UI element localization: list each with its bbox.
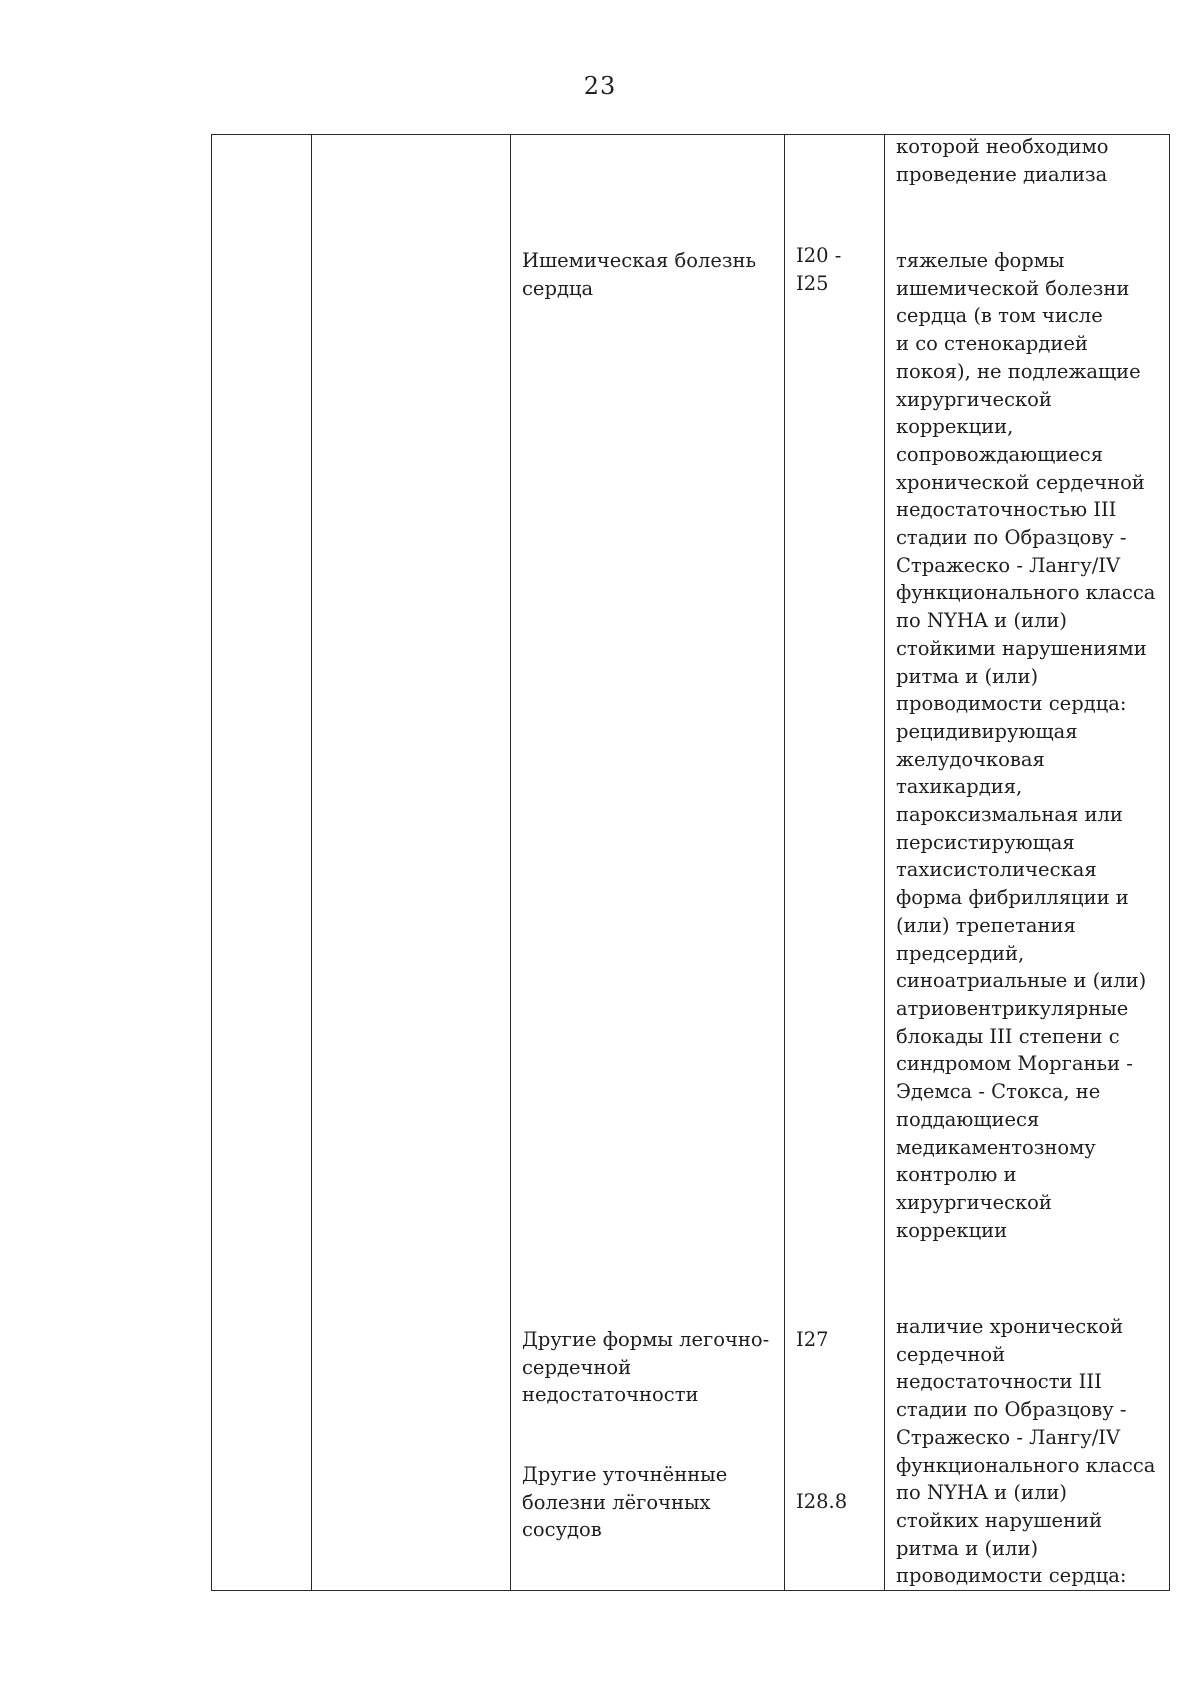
condition-line: покоя), не подлежащие <box>896 359 1141 383</box>
condition-line: проводимости сердца: <box>896 692 1127 716</box>
condition-line: недостаточностью III <box>896 498 1117 522</box>
condition-line: тяжелые формы <box>896 249 1065 272</box>
condition-line: сердца (в том числе <box>896 304 1103 328</box>
condition-line: функционального класса <box>896 1453 1156 1477</box>
condition-line: ритма и (или) <box>896 1536 1039 1560</box>
condition-line: хирургической <box>896 387 1052 411</box>
condition-line: стойкими нарушениями <box>896 636 1147 660</box>
disease-line: сердечной <box>522 1355 632 1379</box>
code-line: I27 <box>796 1328 829 1351</box>
condition-line: хирургической <box>896 1190 1052 1214</box>
code-line: I20 - <box>796 244 842 267</box>
condition-line: желудочковая <box>896 747 1045 771</box>
condition-cell-pulmonary-heart <box>896 1313 1155 1590</box>
disease-cell-pulmonary-vessels <box>522 1461 727 1544</box>
condition-line: по NYHA и (или) <box>896 1481 1067 1505</box>
column-divider-4 <box>884 135 885 1590</box>
code-cell-pulmonary-heart <box>796 1326 829 1354</box>
condition-line: функционального класса <box>896 581 1156 605</box>
condition-line: тахикардия, <box>896 775 1023 799</box>
column-divider-3 <box>784 135 785 1590</box>
condition-line: наличие хронической <box>896 1315 1124 1338</box>
condition-line: тахисистолическая <box>896 858 1097 882</box>
condition-line: контролю и <box>896 1163 1017 1187</box>
disease-line: болезни лёгочных <box>522 1490 711 1514</box>
condition-line: по NYHA и (или) <box>896 609 1067 633</box>
column-divider-2 <box>510 135 511 1590</box>
condition-line: ритма и (или) <box>896 664 1039 688</box>
disease-line: сосудов <box>522 1518 602 1542</box>
condition-line: (или) трепетания <box>896 913 1076 937</box>
condition-line: сердечной <box>896 1342 1006 1366</box>
condition-line: Эдемса - Стокса, не <box>896 1080 1101 1104</box>
condition-line: предсердий, <box>896 941 1025 965</box>
condition-line: Стражеско - Лангу/IV <box>896 1425 1121 1449</box>
condition-line: синдромом Морганьи - <box>896 1052 1133 1076</box>
condition-line: коррекции <box>896 1218 1008 1242</box>
disease-cell-ischemic <box>522 247 756 302</box>
code-cell-ischemic <box>796 242 841 297</box>
condition-cell-ischemic <box>896 247 1155 1244</box>
column-divider-1 <box>311 135 312 1590</box>
condition-line: блокады III степени с <box>896 1024 1120 1048</box>
code-cell-pulmonary-vessels <box>796 1488 847 1516</box>
condition-line: недостаточности III <box>896 1370 1102 1394</box>
condition-line: проведение диализа <box>896 162 1108 186</box>
condition-line: пароксизмальная или <box>896 803 1123 827</box>
condition-line: сопровождающиеся <box>896 442 1104 466</box>
condition-line: стадии по Образцову - <box>896 1398 1127 1422</box>
condition-line: синоатриальные и (или) <box>896 969 1147 993</box>
disease-line: Другие формы легочно- <box>522 1328 770 1351</box>
condition-line: ишемической болезни <box>896 276 1130 300</box>
condition-line: рецидивирующая <box>896 719 1078 743</box>
disease-line: недостаточности <box>522 1383 699 1407</box>
disease-line: Ишемическая болезнь <box>522 249 757 272</box>
condition-line: и со стенокардией <box>896 332 1088 356</box>
condition-line: стойких нарушений <box>896 1508 1103 1532</box>
code-line: I28.8 <box>796 1490 848 1513</box>
condition-line: атриовентрикулярные <box>896 996 1129 1020</box>
condition-line: хронической сердечной <box>896 470 1145 494</box>
condition-line: персистирующая <box>896 830 1075 854</box>
condition-line: медикаментозному <box>896 1135 1096 1159</box>
page-number: 23 <box>583 72 617 100</box>
medical-conditions-table <box>211 134 1170 1591</box>
condition-line: Стражеско - Лангу/IV <box>896 553 1121 577</box>
condition-line: проводимости сердца: <box>896 1564 1127 1588</box>
code-line: I25 <box>796 271 829 295</box>
condition-line: стадии по Образцову - <box>896 526 1127 550</box>
condition-line: поддающиеся <box>896 1107 1040 1131</box>
disease-line: Другие уточнённые <box>522 1463 728 1486</box>
condition-line: коррекции, <box>896 415 1014 439</box>
disease-cell-pulmonary-heart <box>522 1326 769 1409</box>
condition-line: которой необходимо <box>896 135 1109 158</box>
condition-cell-continuation <box>896 133 1109 188</box>
disease-line: сердца <box>522 276 594 300</box>
condition-line: форма фибрилляции и <box>896 886 1129 910</box>
